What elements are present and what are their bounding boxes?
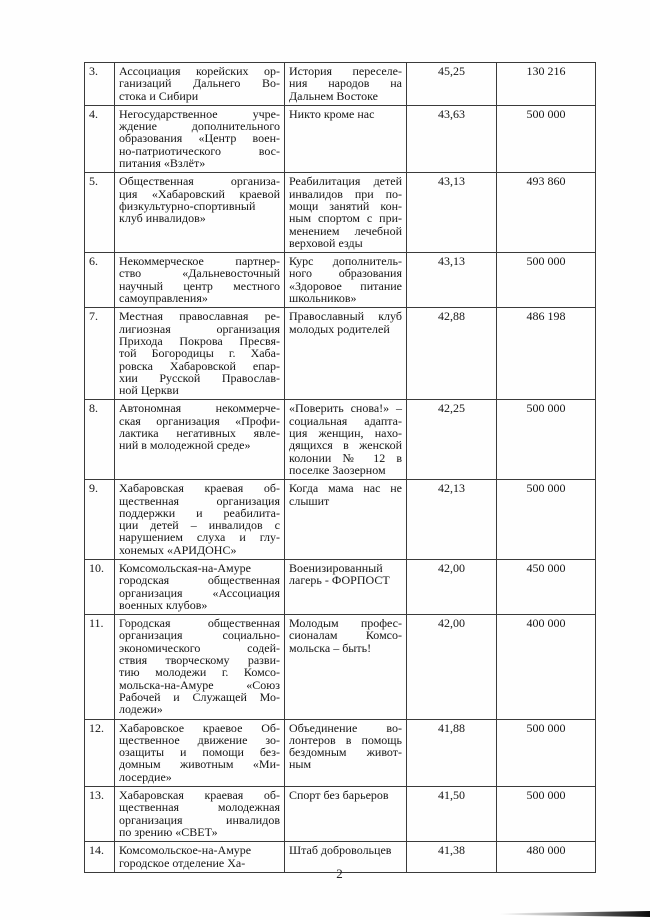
organization-cell [115, 308, 285, 400]
project-cell [285, 105, 407, 172]
score-cell: 41,38 [407, 842, 497, 873]
project-cell [285, 173, 407, 253]
text-line: питания «Взлёт» [119, 156, 206, 171]
project-cell [285, 63, 407, 106]
text-line: научный центр местного [119, 278, 280, 293]
text-line: ровска Хабаровской епар- [119, 358, 280, 373]
text-line: самоуправления» [119, 291, 208, 306]
amount-cell: 500 000 [497, 480, 596, 560]
project-cell [285, 719, 407, 786]
score-cell: 42,13 [407, 480, 497, 560]
score-cell: 43,13 [407, 253, 497, 308]
organization-cell [115, 105, 285, 172]
project-cell [285, 308, 407, 400]
project-cell [285, 787, 407, 842]
text-line: Местная православная ре- [119, 309, 280, 324]
text-line: ция женщин, нахо- [289, 426, 402, 441]
table-row [85, 308, 596, 400]
table-row [85, 173, 596, 253]
project-cell [285, 615, 407, 719]
text-line: поддержки и реабилита- [119, 505, 280, 520]
text-line: ния народов на [289, 76, 402, 91]
score-cell: 42,00 [407, 615, 497, 719]
text-line: дящихся в женской [289, 438, 402, 453]
text-line: Хабаровская краевая об- [119, 788, 280, 803]
text-line: Общественная организа- [119, 174, 280, 189]
text-line: Никто кроме нас [289, 106, 375, 121]
text-line: ство «Дальневосточный [119, 266, 280, 281]
scan-edge-artifact [500, 911, 650, 917]
text-line: организация инвалидов [119, 812, 280, 827]
row-number-cell: 7. [85, 308, 115, 400]
text-line: Курс дополнитель- [289, 254, 402, 269]
text-line: ции детей – инвалидов с [119, 518, 280, 533]
text-line: военных клубов» [119, 597, 208, 612]
text-line: ствия творческому разви- [119, 653, 280, 668]
text-line: образования «Центр воен- [119, 131, 280, 146]
text-line: «Здоровое питание [289, 278, 402, 293]
table-row [85, 480, 596, 560]
organization-cell [115, 719, 285, 786]
text-line: школьников» [289, 291, 357, 306]
amount-cell: 500 000 [497, 253, 596, 308]
row-number-cell: 8. [85, 400, 115, 480]
amount-cell: 486 198 [497, 308, 596, 400]
score-cell: 45,25 [407, 63, 497, 106]
text-line: физкультурно-спортивный [119, 198, 256, 213]
text-line: верховой езды [289, 235, 363, 250]
text-line: ганизаций Дальнего Во- [119, 76, 280, 91]
text-line: мощи занятий кон- [289, 198, 402, 213]
text-line: молодых родителей [289, 321, 390, 336]
organization-cell [115, 480, 285, 560]
amount-cell: 450 000 [497, 559, 596, 614]
text-line: ным [289, 757, 312, 772]
text-line: организация «Ассоциация [119, 585, 280, 600]
text-line: Дальнем Востоке [289, 88, 378, 103]
grants-table-body [85, 63, 596, 873]
score-cell: 43,63 [407, 105, 497, 172]
text-line: Спорт без барьеров [289, 788, 389, 803]
score-cell: 42,00 [407, 559, 497, 614]
text-line: щественная организация [119, 493, 280, 508]
row-number-cell: 6. [85, 253, 115, 308]
row-number-cell: 5. [85, 173, 115, 253]
organization-cell [115, 615, 285, 719]
text-line: Некоммерческое партнер- [119, 254, 280, 269]
row-number-cell: 10. [85, 559, 115, 614]
text-line: ний в молодежной среде» [119, 438, 251, 453]
text-line: хии Русской Православ- [119, 370, 280, 385]
text-line: колонии № 12 в [289, 450, 402, 465]
text-line: лактика негативных явле- [119, 426, 280, 441]
score-cell: 41,88 [407, 719, 497, 786]
text-line: хонемых «АРИДОНС» [119, 542, 237, 557]
text-line: ной Церкви [119, 383, 179, 398]
project-cell [285, 400, 407, 480]
amount-cell: 130 216 [497, 63, 596, 106]
amount-cell: 500 000 [497, 400, 596, 480]
row-number-cell: 12. [85, 719, 115, 786]
text-line: клуб инвалидов» [119, 211, 206, 226]
row-number-cell: 13. [85, 787, 115, 842]
text-line: стока и Сибири [119, 88, 199, 103]
text-line: мольска – быть! [289, 640, 372, 655]
table-row [85, 787, 596, 842]
score-cell: 41,50 [407, 787, 497, 842]
grants-table [84, 62, 596, 873]
text-line: озащиты и помощи без- [119, 745, 280, 760]
text-line: щественное движение зо- [119, 732, 280, 747]
organization-cell [115, 173, 285, 253]
text-line: тию молодежи г. Комсо- [119, 665, 280, 680]
score-cell: 42,25 [407, 400, 497, 480]
project-cell [285, 559, 407, 614]
text-line: социальная адапта- [289, 413, 402, 428]
text-line: Объединение во- [289, 720, 402, 735]
text-line: Автономная некоммерче- [119, 401, 280, 416]
row-number-cell: 14. [85, 842, 115, 873]
text-line: Когда мама нас не [289, 481, 402, 496]
text-line: Хабаровское краевое Об- [119, 720, 280, 735]
text-line: бездомным живот- [289, 745, 402, 760]
text-line: лосердие» [119, 769, 172, 784]
project-cell [285, 480, 407, 560]
page-number: 2 [336, 866, 343, 881]
text-line: щественная молодежная [119, 800, 280, 815]
text-line: менением лечебной [289, 223, 402, 238]
text-line: но-патриотического вос- [119, 143, 280, 158]
organization-cell [115, 400, 285, 480]
text-line: ного образования [289, 266, 402, 281]
amount-cell: 493 860 [497, 173, 596, 253]
text-line: Городская общественная [119, 616, 280, 631]
table-row [85, 615, 596, 719]
text-line: лонтеров в помощь [289, 732, 402, 747]
text-line: по зрению «СВЕТ» [119, 824, 218, 839]
organization-cell [115, 63, 285, 106]
text-line: ская организация «Профи- [119, 413, 280, 428]
organization-cell [115, 787, 285, 842]
text-line: нарушением слуха и глу- [119, 530, 280, 545]
text-line: Православный клуб [289, 309, 402, 324]
row-number-cell: 3. [85, 63, 115, 106]
text-line: Рабочей и Служащей Мо- [119, 689, 280, 704]
score-cell: 42,88 [407, 308, 497, 400]
row-number-cell: 4. [85, 105, 115, 172]
text-line: Хабаровская краевая об- [119, 481, 280, 496]
text-line: «Поверить снова!» – [289, 401, 402, 416]
text-line: той Богородицы г. Хаба- [119, 346, 280, 361]
text-line: Штаб добровольцев [289, 843, 392, 858]
table-row [85, 105, 596, 172]
text-line: лигиозная организация [119, 321, 280, 336]
text-line: мольска-на-Амуре «Союз [119, 677, 280, 692]
row-number-cell: 11. [85, 615, 115, 719]
table-row [85, 253, 596, 308]
score-cell: 43,13 [407, 173, 497, 253]
amount-cell: 500 000 [497, 719, 596, 786]
table-row [85, 719, 596, 786]
text-line: поселке Заозерном [289, 462, 386, 477]
text-line: экономического содей- [119, 640, 280, 655]
organization-cell [115, 559, 285, 614]
text-line: Военизированный [289, 560, 383, 575]
text-line: Комсомольское-на-Амуре [119, 843, 252, 858]
text-line: лодежи» [119, 702, 163, 717]
text-line: Негосударственное учре- [119, 106, 280, 121]
organization-cell [115, 253, 285, 308]
text-line: сионалам Комсо- [289, 628, 402, 643]
row-number-cell: 9. [85, 480, 115, 560]
text-line: домным животным «Ми- [119, 757, 280, 772]
text-line: Комсомольская-на-Амуре [119, 560, 251, 575]
amount-cell: 400 000 [497, 615, 596, 719]
text-line: ным спортом с при- [289, 211, 402, 226]
text-line: Прихода Покрова Пресвя- [119, 333, 280, 348]
amount-cell: 480 000 [497, 842, 596, 873]
text-line: Ассоциация корейских ор- [119, 64, 280, 78]
text-line: городское отделение Ха- [119, 855, 246, 870]
table-row [85, 63, 596, 106]
text-line: лагерь - ФОРПОСТ [289, 573, 390, 588]
text-line: Реабилитация детей [289, 174, 402, 189]
text-line: ждение дополнительного [119, 119, 280, 134]
text-line: ция «Хабаровский краевой [119, 186, 280, 201]
text-line: слышит [289, 493, 330, 508]
text-line: История переселе- [289, 64, 402, 78]
table-row [85, 400, 596, 480]
amount-cell: 500 000 [497, 787, 596, 842]
text-line: Молодым профес- [289, 616, 402, 631]
text-line: инвалидов при по- [289, 186, 402, 201]
text-line: городская общественная [119, 573, 280, 588]
text-line: организация социально- [119, 628, 280, 643]
amount-cell: 500 000 [497, 105, 596, 172]
project-cell [285, 253, 407, 308]
table-row [85, 559, 596, 614]
